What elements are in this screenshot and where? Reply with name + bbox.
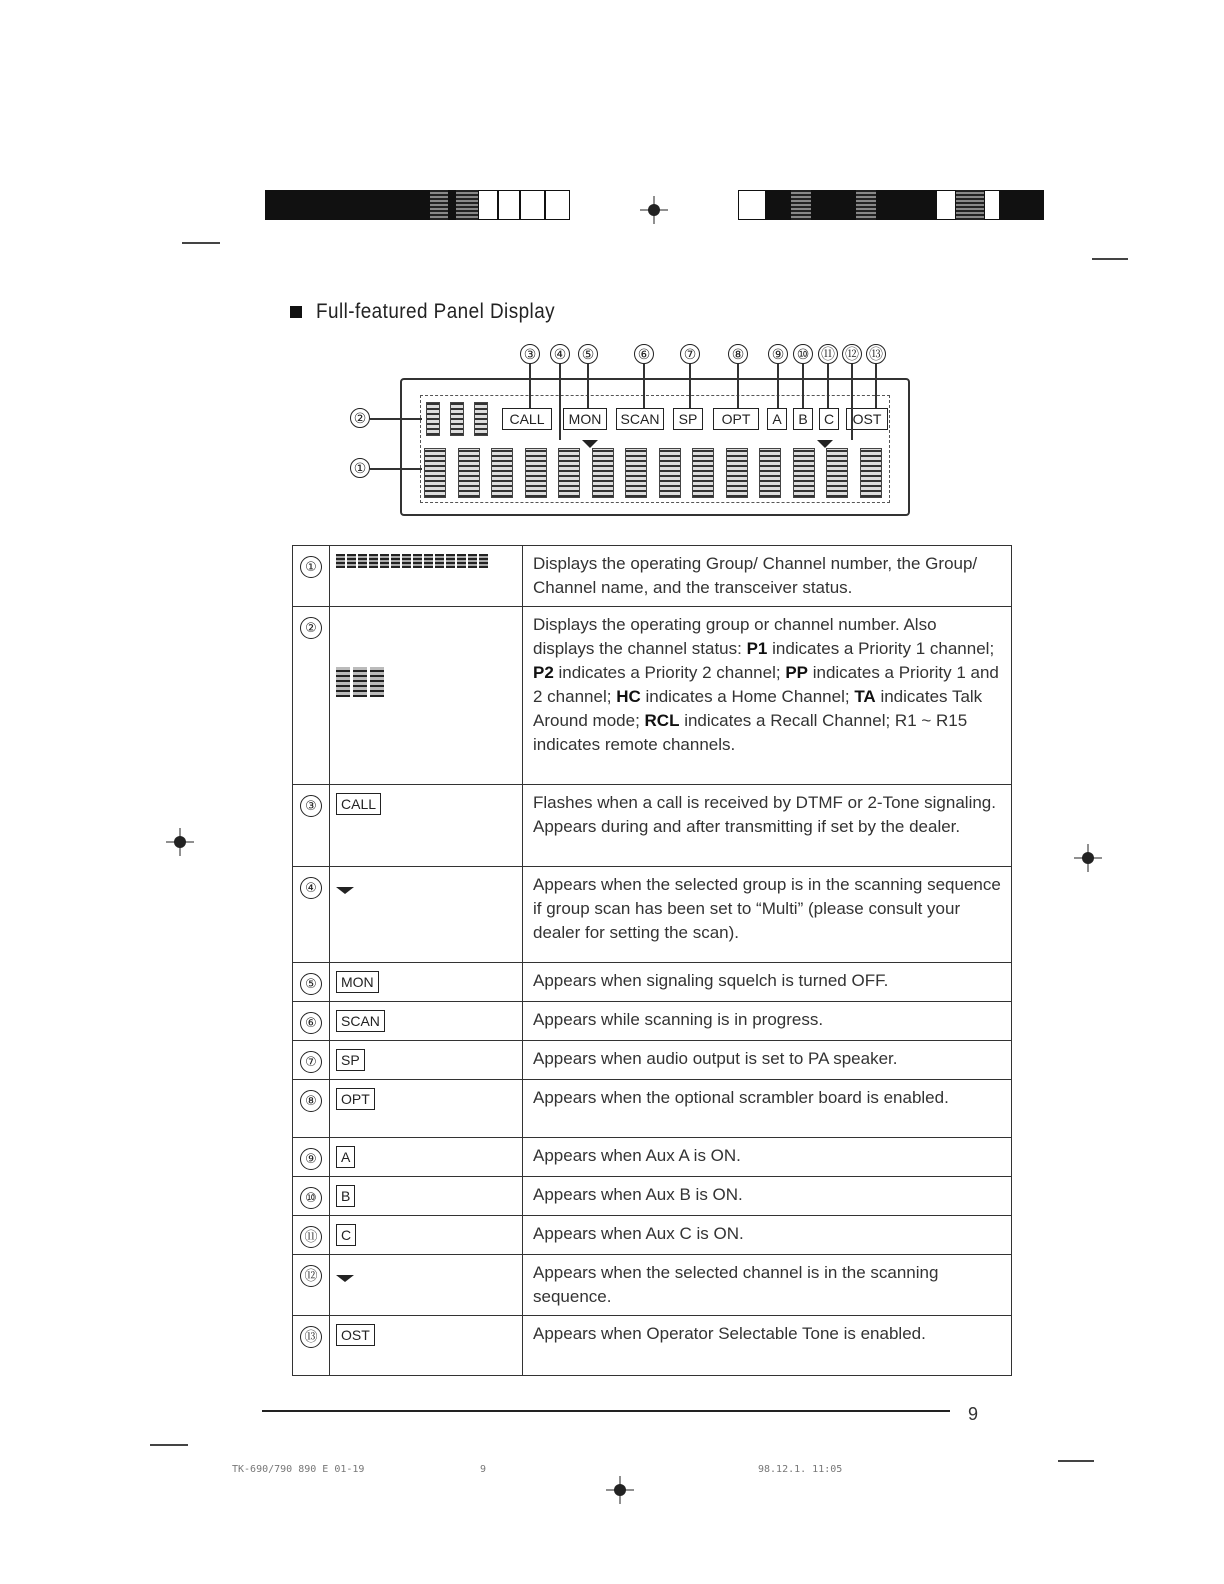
indicator-cell: [330, 963, 523, 1002]
lcd-small-segment: [426, 402, 440, 436]
description-text: Appears when the optional scrambler board is enabled.: [533, 1088, 949, 1107]
description-cell: [523, 546, 1012, 607]
indicator-cell: [330, 546, 523, 607]
channel-scan-arrow-icon: [817, 440, 833, 448]
segment-display-icon: [424, 554, 433, 568]
square-bullet-icon: [290, 306, 302, 318]
row-number: ⑬: [300, 1326, 322, 1348]
lcd-character-segment: [458, 448, 480, 498]
leader-line: [370, 468, 422, 470]
table-row: [293, 1002, 1012, 1041]
bottom-rule: [262, 1410, 950, 1412]
segment-display-icon: [468, 554, 477, 568]
scan-arrow-icon: [336, 1275, 354, 1282]
row-number-cell: [293, 1255, 330, 1316]
indicator-cell: [330, 1080, 523, 1138]
description-text: Appears when Operator Selectable Tone is enabled.: [533, 1324, 926, 1343]
leader-line: [802, 364, 804, 408]
table-row: [293, 1316, 1012, 1376]
indicator-icon: CALL: [336, 793, 381, 815]
lcd-character-segment: [826, 448, 848, 498]
indicator-cell: [330, 785, 523, 867]
callout-7: ⑦: [680, 344, 700, 364]
leader-line: [529, 364, 531, 408]
segment-display-icon: [479, 554, 488, 568]
callout-1: ①: [350, 458, 370, 478]
footer-left: TK-690/790 890 E 01-19: [232, 1464, 365, 1475]
section-heading: [290, 300, 582, 324]
leader-line: [851, 364, 853, 440]
leader-line: [689, 364, 691, 408]
indicator-icon: OST: [336, 1324, 375, 1346]
description-cell: [523, 1138, 1012, 1177]
row-number: ⑫: [300, 1265, 322, 1287]
table-row: [293, 1216, 1012, 1255]
row-number-cell: [293, 1316, 330, 1376]
footer-right: 98.12.1. 11:05: [758, 1464, 843, 1475]
lcd-small-segment: [450, 402, 464, 436]
description-table: [292, 545, 1012, 1376]
indicator-cell: [330, 1041, 523, 1080]
leader-line: [875, 364, 877, 408]
lcd-c-icon: C: [819, 408, 839, 430]
lcd-character-segment: [491, 448, 513, 498]
indicator-icon: A: [336, 1146, 355, 1168]
description-cell: [523, 1255, 1012, 1316]
segment-display-icon: [347, 554, 356, 568]
segment-display-icon: [353, 667, 367, 697]
lcd-call-icon: CALL: [502, 408, 552, 430]
description-text: indicates a Home Channel;: [640, 687, 855, 706]
page-number: 9: [968, 1404, 979, 1424]
status-code: RCL: [644, 711, 680, 730]
row-number: ⑩: [300, 1187, 322, 1209]
leader-line: [370, 418, 422, 420]
description-cell: [523, 867, 1012, 963]
row-number-cell: [293, 1002, 330, 1041]
description-cell: [523, 1080, 1012, 1138]
callout-11: ⑪: [818, 344, 838, 364]
registration-crosshair-icon: [606, 1476, 634, 1504]
row-number: ⑧: [300, 1090, 322, 1112]
row-number-cell: [293, 1041, 330, 1080]
margin-mark: [1092, 258, 1128, 260]
indicator-icon: B: [336, 1185, 355, 1207]
lcd-ost-icon: OST: [846, 408, 888, 430]
lcd-small-segment: [474, 402, 488, 436]
callout-3: ③: [520, 344, 540, 364]
segment-display-icon: [369, 554, 378, 568]
description-text: Appears when the selected channel is in the scanning sequence.: [533, 1263, 939, 1306]
description-text: indicates Talk Around mode;: [533, 687, 983, 730]
lcd-character-segment: [726, 448, 748, 498]
registration-bar-right: [738, 190, 1044, 220]
lcd-a-icon: A: [767, 408, 787, 430]
registration-crosshair-icon: [166, 828, 194, 856]
table-row: [293, 546, 1012, 607]
lcd-character-segment: [525, 448, 547, 498]
description-cell: [523, 607, 1012, 785]
indicator-cell: [330, 1316, 523, 1376]
registration-crosshair-icon: [1074, 844, 1102, 872]
lcd-character-segment: [759, 448, 781, 498]
status-code: HC: [616, 687, 641, 706]
indicator-cell: [330, 867, 523, 963]
description-cell: [523, 1041, 1012, 1080]
lcd-character-segment: [793, 448, 815, 498]
table-row: [293, 1255, 1012, 1316]
indicator-cell: [330, 1002, 523, 1041]
lcd-b-icon: B: [793, 408, 813, 430]
segment-display-icon: [446, 554, 455, 568]
leader-line: [643, 364, 645, 408]
row-number-cell: [293, 607, 330, 785]
segment-display-icon: [336, 554, 345, 568]
indicator-cell: [330, 607, 523, 785]
lcd-sp-icon: SP: [673, 408, 703, 430]
callout-13: ⑬: [866, 344, 886, 364]
row-number: ⑥: [300, 1012, 322, 1034]
callout-6: ⑥: [634, 344, 654, 364]
registration-bar-left: [265, 190, 570, 220]
row-number-cell: [293, 867, 330, 963]
margin-mark: [1058, 1460, 1094, 1462]
segment-display-icon: [402, 554, 411, 568]
description-text: indicates a Priority 1 and 2 channel;: [533, 663, 999, 706]
callout-10: ⑩: [793, 344, 813, 364]
row-number: ⑪: [300, 1226, 322, 1248]
segment-display-icon: [413, 554, 422, 568]
table-row: [293, 1138, 1012, 1177]
row-number: ⑨: [300, 1148, 322, 1170]
leader-line: [559, 364, 561, 440]
status-code: P1: [746, 639, 768, 658]
callout-9: ⑨: [768, 344, 788, 364]
row-number-cell: [293, 1080, 330, 1138]
callout-5: ⑤: [578, 344, 598, 364]
description-cell: [523, 1177, 1012, 1216]
indicator-icon: SP: [336, 1049, 365, 1071]
segment-display-icon: [380, 554, 389, 568]
status-code: TA: [854, 687, 876, 706]
leader-line: [777, 364, 779, 408]
row-number: ②: [300, 617, 322, 639]
description-text: Appears when audio output is set to PA speaker.: [533, 1049, 898, 1068]
margin-mark: [182, 242, 220, 244]
description-cell: [523, 1316, 1012, 1376]
table-row: [293, 867, 1012, 963]
description-cell: [523, 785, 1012, 867]
lcd-character-segment: [860, 448, 882, 498]
lcd-character-segment: [424, 448, 446, 498]
segment-display-icon: [336, 667, 350, 697]
leader-line: [827, 364, 829, 408]
callout-12: ⑫: [842, 344, 862, 364]
leader-line: [587, 364, 589, 408]
heading-text: Full-featured Panel Display: [316, 300, 556, 323]
lcd-scan-icon: SCAN: [616, 408, 664, 430]
row-number-cell: [293, 1177, 330, 1216]
description-text: Displays the operating group or channel number. Also displays the channel status:: [533, 615, 937, 658]
description-cell: [523, 1216, 1012, 1255]
description-cell: [523, 963, 1012, 1002]
description-text: indicates a Priority 1 channel;: [767, 639, 995, 658]
description-text: indicates a Recall Channel; R1 ~ R15 indicates remote channels.: [533, 711, 968, 754]
segment-display-icon: [358, 554, 367, 568]
status-code: PP: [785, 663, 808, 682]
row-number: ①: [300, 556, 322, 578]
row-number: ⑤: [300, 973, 322, 995]
callout-2: ②: [350, 408, 370, 428]
description-text: Appears when Aux C is ON.: [533, 1224, 744, 1243]
segment-display-icon: [435, 554, 444, 568]
footer-center: 9: [480, 1464, 487, 1475]
row-number-cell: [293, 1138, 330, 1177]
description-cell: [523, 1002, 1012, 1041]
indicator-cell: [330, 1216, 523, 1255]
table-row: [293, 963, 1012, 1002]
scan-arrow-icon: [336, 887, 354, 894]
row-number: ④: [300, 877, 322, 899]
lcd-character-segment: [692, 448, 714, 498]
leader-line: [737, 364, 739, 408]
row-number: ③: [300, 795, 322, 817]
lcd-character-segment: [659, 448, 681, 498]
row-number-cell: [293, 785, 330, 867]
description-text: Appears when signaling squelch is turned OFF.: [533, 971, 889, 990]
description-text: Appears when Aux A is ON.: [533, 1146, 741, 1165]
segment-display-icon: [370, 667, 384, 697]
callout-4: ④: [550, 344, 570, 364]
lcd-character-segment: [625, 448, 647, 498]
table-row: [293, 1080, 1012, 1138]
table-row: [293, 607, 1012, 785]
row-number: ⑦: [300, 1051, 322, 1073]
indicator-icon: SCAN: [336, 1010, 385, 1032]
row-number-cell: [293, 963, 330, 1002]
description-text: Appears when Aux B is ON.: [533, 1185, 743, 1204]
indicator-icon: MON: [336, 971, 379, 993]
table-row: [293, 785, 1012, 867]
segment-display-icon: [391, 554, 400, 568]
description-text: indicates a Priority 2 channel;: [553, 663, 786, 682]
registration-crosshair-icon: [640, 196, 668, 224]
status-code: P2: [533, 663, 554, 682]
lcd-character-segment: [558, 448, 580, 498]
indicator-icon: C: [336, 1224, 356, 1246]
table-row: [293, 1177, 1012, 1216]
callout-8: ⑧: [728, 344, 748, 364]
margin-mark: [150, 1444, 188, 1446]
segment-display-icon: [457, 554, 466, 568]
table-row: [293, 1041, 1012, 1080]
indicator-icon: OPT: [336, 1088, 375, 1110]
row-number-cell: [293, 1216, 330, 1255]
description-text: Appears while scanning is in progress.: [533, 1010, 824, 1029]
row-number-cell: [293, 546, 330, 607]
indicator-cell: [330, 1255, 523, 1316]
lcd-mon-icon: MON: [563, 408, 607, 430]
description-text: Displays the operating Group/ Channel number, the Group/ Channel name, and the transceiver status.: [533, 554, 978, 597]
group-scan-arrow-icon: [582, 440, 598, 448]
description-text: Flashes when a call is received by DTMF or 2-Tone signaling. Appears during and after transmitting if set by the dealer.: [533, 793, 996, 836]
indicator-cell: [330, 1138, 523, 1177]
description-text: Appears when the selected group is in the scanning sequence if group scan has been set to “Multi” (please consult your dealer for setting the scan).: [533, 875, 1001, 942]
lcd-character-segment: [592, 448, 614, 498]
lcd-opt-icon: OPT: [713, 408, 759, 430]
indicator-cell: [330, 1177, 523, 1216]
